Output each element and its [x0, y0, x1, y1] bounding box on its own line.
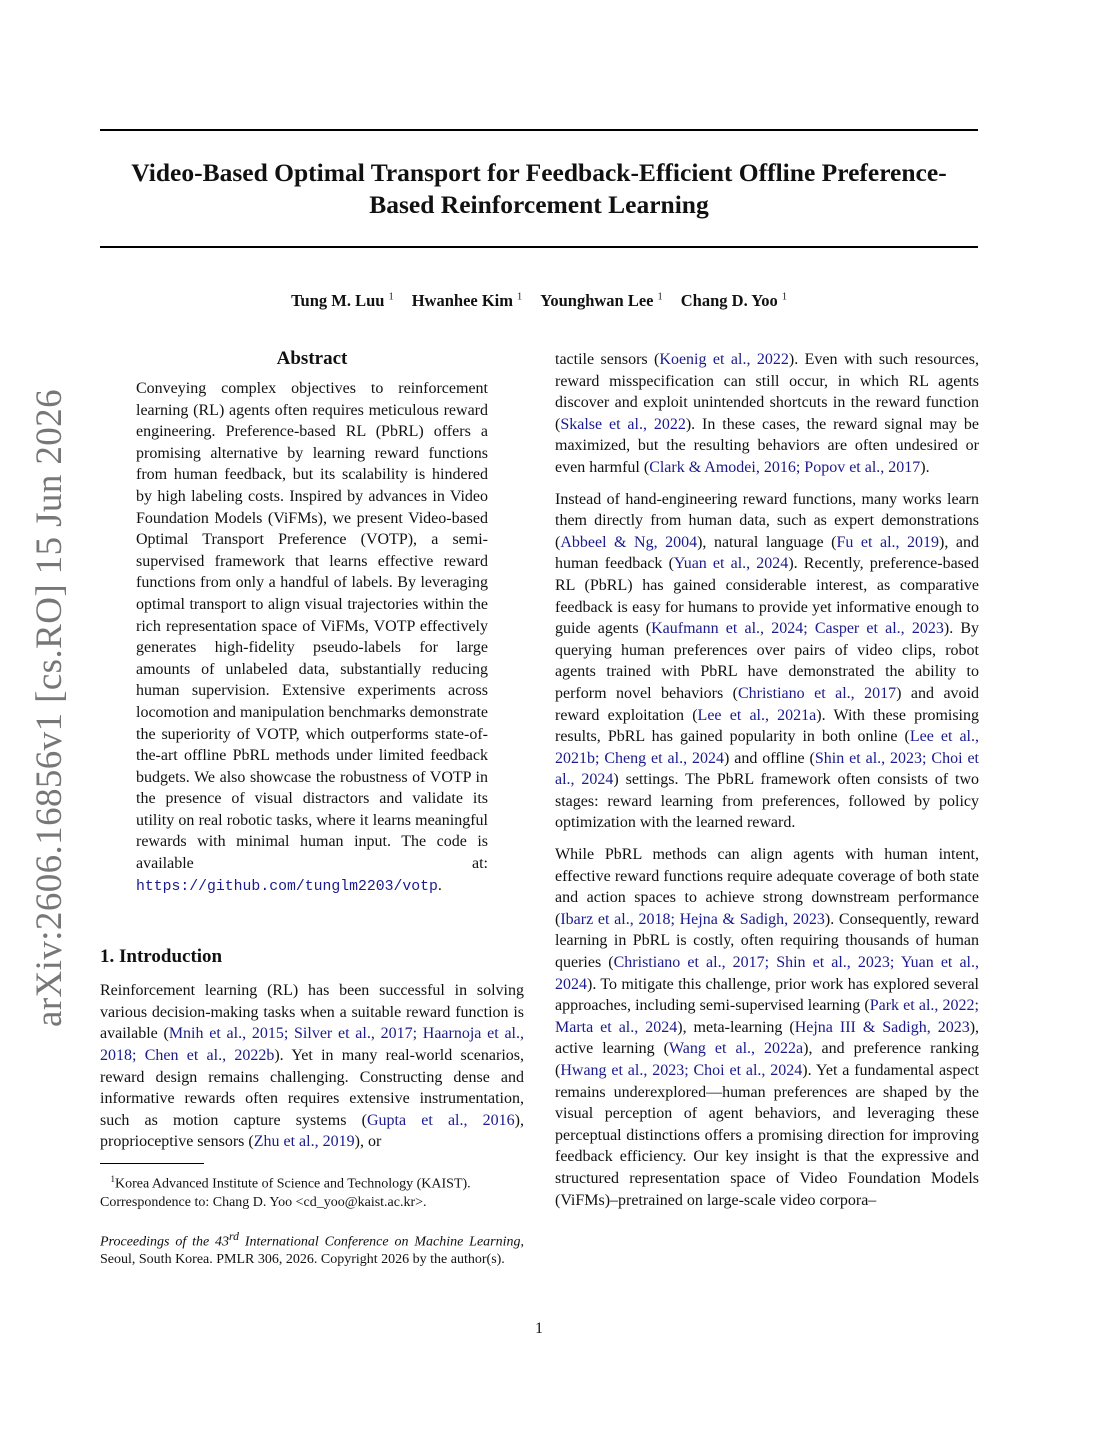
citation-link[interactable]: Christiano et al., 2017; Shin et al., 2023; Yuan et al., 2024 — [555, 954, 980, 993]
proceedings-italic-b: International Conference on Machine Learning — [238, 1234, 521, 1250]
paragraph-text: ) and offline ( — [723, 749, 815, 767]
citation-link[interactable]: Shin et al., 2023; Choi et al., 2024 — [555, 749, 979, 789]
citation-link[interactable]: Clark & Amodei, 2016; Popov et al., 2017 — [649, 458, 921, 476]
paragraph-text: ). By querying human preferences over pairs of video clips, robot agents trained with PbRL have demonstrated the ability to perform novel behaviors ( — [555, 620, 980, 702]
paragraph-text: ), proprioceptive sensors ( — [100, 1111, 524, 1151]
paragraph-text: ), meta-learning ( — [677, 1018, 795, 1036]
footnote-mark: 1 — [110, 1174, 115, 1184]
citation-link[interactable]: Yuan et al., 2024 — [673, 555, 789, 573]
author-affiliation: 1 — [517, 291, 523, 302]
paragraph-text: ). Yet a fundamental aspect remains underexplored—human preferences are shaped by the visual perception of agent behaviors, and leveraging these perceptual distinctions offers a promising direction for improving feedback efficiency. Our key insight is that the expressive and structured representation space of Video Foundation Models (ViFMs)–pretrained on large-scale video corpora– — [555, 1062, 980, 1209]
left-column — [100, 346, 524, 1269]
paragraph-text: ). — [920, 458, 930, 476]
proceedings-rest: , Seoul, South Korea. PMLR 306, 2026. Copyright 2026 by the author(s). — [100, 1234, 525, 1268]
citation-link[interactable]: Fu et al., 2019 — [836, 533, 940, 551]
author-name: Tung M. Luu — [291, 290, 385, 310]
paragraph-text: ). Yet in many real-world scenarios, reward design remains challenging. Constructing dense and informative rewards often requires extensive instrumentation, such as motion capture systems ( — [100, 1047, 525, 1129]
author — [291, 291, 394, 310]
author-affiliation: 1 — [657, 291, 663, 302]
author-list — [100, 287, 978, 311]
proceedings-ordinal: rd — [229, 1229, 239, 1243]
abstract-body — [136, 378, 488, 898]
paragraph-text: ), natural language ( — [697, 533, 837, 551]
citation-link[interactable]: Park et al., 2022; Marta et al., 2024 — [555, 997, 979, 1036]
paper-title: Video-Based Optimal Transport for Feedback-Efficient Offline Preference-Based Reinforcement Learning — [131, 158, 947, 219]
footnote-rule — [100, 1163, 204, 1164]
citation-link[interactable]: Ibarz et al., 2018; Hejna & Sadigh, 2023 — [560, 910, 825, 928]
paragraph-text: ). To mitigate this challenge, prior work has explored several approaches, including semi-supervised learning ( — [555, 975, 979, 1015]
citation-link[interactable]: Mnih et al., 2015; Silver et al., 2017; Haarnoja et al., 2018; Chen et al., 2022b — [100, 1025, 524, 1065]
paragraph-text: ). In these cases, the reward signal may be maximized, but the resulting behaviors are often undesired or even harmful ( — [555, 415, 979, 476]
citation-link[interactable]: Christiano et al., 2017 — [737, 684, 897, 702]
arxiv-stamp: arXiv:2606.16856v1 [cs.RO] 15 Jun 2026 — [29, 389, 70, 1027]
author — [540, 291, 662, 310]
code-link[interactable]: https://github.com/tunglm2203/votp — [136, 878, 438, 895]
paragraph-text: ), or — [354, 1133, 382, 1151]
paragraph-text: ), and preference ranking ( — [555, 1040, 979, 1079]
page-number: 1 — [535, 1320, 543, 1337]
paragraph-text: Reinforcement learning (RL) has been successful in solving various decision-making tasks when a suitable reward function is available ( — [100, 982, 524, 1043]
proceedings-italic-a: Proceedings of the — [100, 1234, 216, 1250]
proceedings-note — [100, 1228, 524, 1270]
section-heading-introduction: 1. Introduction — [100, 946, 223, 968]
paragraph-text: ). Recently, preference-based RL (PbRL) has gained considerable interest, as comparative feedback is easy for humans to provide yet informative enough to guide agents ( — [555, 555, 980, 638]
intro-paragraph — [100, 980, 524, 1153]
proceedings-number: 43 — [215, 1234, 230, 1250]
body-paragraph — [555, 844, 979, 1211]
footnote-affiliation: Korea Advanced Institute of Science and Technology (KAIST). — [115, 1176, 471, 1192]
paragraph-text: ) and avoid reward exploitation ( — [555, 684, 979, 724]
author — [412, 291, 522, 310]
paragraph-text: While PbRL methods can align agents with human intent, effective reward functions require adequate coverage of both state and action spaces to achieve strong downstream performance ( — [555, 846, 979, 928]
author-affiliation: 1 — [388, 291, 394, 302]
citation-link[interactable]: Abbeel & Ng, 2004 — [560, 533, 698, 551]
author — [681, 291, 787, 310]
citation-link[interactable]: Koenig et al., 2022 — [659, 351, 789, 368]
paragraph-text: ). Consequently, reward learning in PbRL is costly, often requiring thousands of human queries ( — [555, 910, 979, 972]
citation-link[interactable]: Skalse et al., 2022 — [560, 415, 686, 433]
abstract-text: Conveying complex objectives to reinforcement learning (RL) agents often requires meticulous reward engineering. Preference-based RL (PbRL) offers a promising alternative by learning reward functions from human feedback, but its scalability is hindered by high labeling costs. Inspired by advances in Video Foundation Models (ViFMs), we present Video-based Optimal Transport Preference (VOTP), a semi-supervised framework that learns effective reward functions from only a handful of labels. By leveraging optimal transport to align visual trajectories within the rich representation space of ViFMs, VOTP effectively generates high-fidelity pseudo-labels for large amounts of unlabeled data, substantially reducing human supervision. Extensive experiments across locomotion and manipulation benchmarks demonstrate the superiority of VOTP, which outperforms state-of-the-art offline PbRL methods under limited feedback budgets. We also showcase the robustness of VOTP in the presence of visual distractors and validate its utility on real robotic tasks, where it learns meaningful rewards with minimal human input. The code is available at: — [136, 380, 488, 873]
citation-link[interactable]: Lee et al., 2021b; Cheng et al., 2024 — [555, 728, 979, 767]
author-name: Younghwan Lee — [540, 290, 654, 310]
paragraph-text: ). With these promising results, PbRL has gained popularity in both online ( — [555, 706, 979, 746]
citation-link[interactable]: Wang et al., 2022a — [668, 1040, 804, 1058]
citation-link[interactable]: Hwang et al., 2023; Choi et al., 2024 — [560, 1062, 803, 1079]
author-name: Hwanhee Kim — [411, 290, 514, 310]
body-paragraph — [555, 489, 979, 835]
author-affiliation: 1 — [781, 291, 787, 302]
paragraph-text: ) settings. The PbRL framework often consists of two stages: reward learning from preferences, followed by policy optimization with the learned reward. — [555, 771, 979, 832]
paragraph-text: Instead of hand-engineering reward functions, many works learn them directly from human data, such as expert demonstrations ( — [555, 490, 979, 551]
citation-link[interactable]: Hejna III & Sadigh, 2023 — [794, 1018, 970, 1036]
author-name: Chang D. Yoo — [680, 290, 778, 310]
footnote — [100, 1170, 524, 1212]
citation-link[interactable]: Gupta et al., 2016 — [366, 1111, 515, 1129]
citation-link[interactable]: Kaufmann et al., 2024; Casper et al., 2023 — [651, 620, 944, 638]
citation-link[interactable]: Zhu et al., 2019 — [253, 1133, 355, 1151]
footnote-correspondence: Correspondence to: Chang D. Yoo <cd_yoo@kaist.ac.kr>. — [100, 1194, 427, 1210]
body-paragraph — [555, 349, 979, 479]
paragraph-text: ), and human feedback ( — [555, 533, 979, 573]
abstract-heading: Abstract — [276, 348, 348, 369]
paragraph-text: tactile sensors ( — [555, 351, 660, 368]
paragraph-text: ). Even with such resources, reward misspecification can still occur, in which RL agents discover and exploit unintended shortcuts in the reward function ( — [555, 351, 980, 433]
title-rule-top — [100, 129, 978, 131]
title-rule-bottom — [100, 246, 978, 248]
abstract-end: . — [437, 876, 442, 894]
paragraph-text: ), active learning ( — [555, 1018, 980, 1058]
citation-link[interactable]: Lee et al., 2021a — [697, 706, 817, 724]
right-column — [555, 349, 979, 1221]
